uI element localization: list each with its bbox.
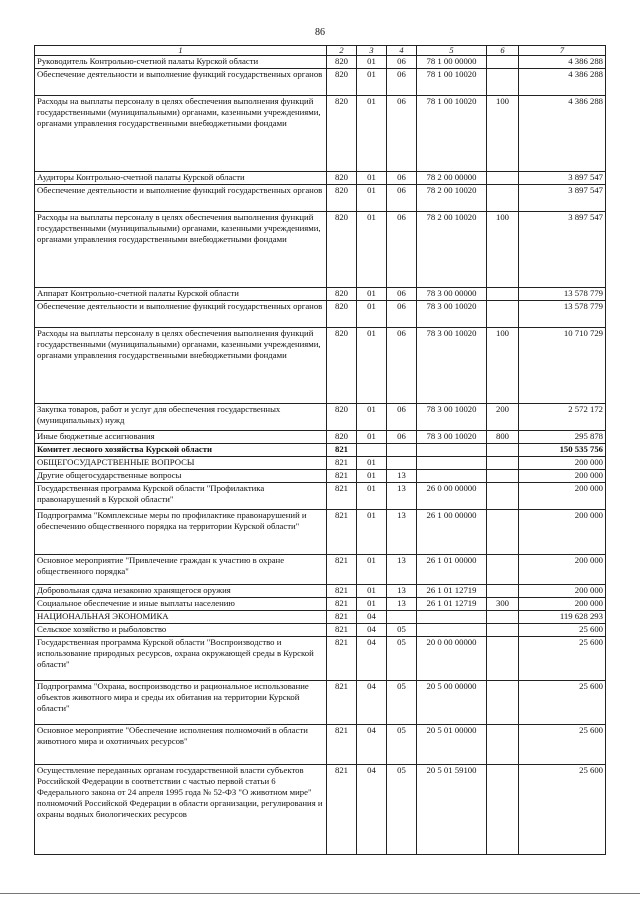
row-subsection: 05 (387, 681, 417, 725)
row-amount: 4 386 288 (519, 69, 606, 96)
row-ministry-code: 821 (327, 624, 357, 637)
row-name: Расходы на выплаты персоналу в целях обеспечения выполнения функций государственными (муниципальными) органами, казенными учреждениями, органами управления государственными внебюджетными фондами (35, 96, 327, 172)
table-row (35, 624, 606, 637)
row-ministry-code: 820 (327, 431, 357, 444)
row-target-article (417, 457, 487, 470)
table-row (35, 404, 606, 431)
row-ministry-code: 820 (327, 301, 357, 328)
row-name: Государственная программа Курской области "Воспроизводство и использование природных ресурсов, охрана окружающей среды в Курской области" (35, 637, 327, 681)
row-ministry-code: 821 (327, 681, 357, 725)
row-subsection: 06 (387, 212, 417, 288)
row-expense-type (487, 510, 519, 555)
table-row (35, 681, 606, 725)
row-section: 04 (357, 725, 387, 765)
row-target-article: 78 1 00 10020 (417, 69, 487, 96)
row-amount: 4 386 288 (519, 56, 606, 69)
row-amount: 150 535 756 (519, 444, 606, 457)
row-section: 04 (357, 765, 387, 855)
row-subsection: 06 (387, 431, 417, 444)
row-ministry-code: 821 (327, 483, 357, 510)
table-row (35, 470, 606, 483)
row-section: 01 (357, 212, 387, 288)
row-section: 01 (357, 585, 387, 598)
row-ministry-code: 821 (327, 555, 357, 585)
row-section: 04 (357, 681, 387, 725)
row-subsection: 06 (387, 185, 417, 212)
row-expense-type (487, 681, 519, 725)
row-name: Подпрограмма "Охрана, воспроизводство и рациональное использование объектов животного мира и среды их обитания на территории Курской области" (35, 681, 327, 725)
row-name: ОБЩЕГОСУДАРСТВЕННЫЕ ВОПРОСЫ (35, 457, 327, 470)
row-target-article: 20 5 01 00000 (417, 725, 487, 765)
row-ministry-code: 820 (327, 288, 357, 301)
row-amount: 25 600 (519, 624, 606, 637)
row-section: 04 (357, 624, 387, 637)
row-section: 01 (357, 328, 387, 404)
row-subsection: 13 (387, 510, 417, 555)
table-row (35, 56, 606, 69)
row-amount: 13 578 779 (519, 288, 606, 301)
row-amount: 25 600 (519, 765, 606, 855)
table-row (35, 288, 606, 301)
row-subsection: 06 (387, 96, 417, 172)
row-amount: 200 000 (519, 598, 606, 611)
row-amount: 25 600 (519, 725, 606, 765)
row-name: НАЦИОНАЛЬНАЯ ЭКОНОМИКА (35, 611, 327, 624)
row-subsection: 06 (387, 56, 417, 69)
row-subsection: 06 (387, 288, 417, 301)
row-subsection: 06 (387, 328, 417, 404)
row-ministry-code: 820 (327, 96, 357, 172)
row-expense-type: 200 (487, 404, 519, 431)
row-name: Сельское хозяйство и рыболовство (35, 624, 327, 637)
header-col-5: 5 (417, 46, 487, 56)
row-name: Закупка товаров, работ и услуг для обеспечения государственных (муниципальных) нужд (35, 404, 327, 431)
row-target-article: 78 3 00 10020 (417, 431, 487, 444)
table-row (35, 444, 606, 457)
row-ministry-code: 821 (327, 585, 357, 598)
row-name: Обеспечение деятельности и выполнение функций государственных органов (35, 301, 327, 328)
row-target-article: 20 0 00 00000 (417, 637, 487, 681)
row-subsection: 13 (387, 483, 417, 510)
row-amount: 200 000 (519, 483, 606, 510)
row-amount: 3 897 547 (519, 172, 606, 185)
header-col-1: 1 (35, 46, 327, 56)
row-target-article: 26 1 01 12719 (417, 585, 487, 598)
table-row (35, 69, 606, 96)
budget-table (34, 45, 606, 855)
row-section: 01 (357, 69, 387, 96)
table-row (35, 765, 606, 855)
row-target-article: 78 1 00 00000 (417, 56, 487, 69)
row-target-article: 20 5 01 59100 (417, 765, 487, 855)
row-subsection: 05 (387, 624, 417, 637)
row-ministry-code: 821 (327, 470, 357, 483)
row-expense-type: 800 (487, 431, 519, 444)
row-target-article: 78 3 00 00000 (417, 288, 487, 301)
row-subsection (387, 444, 417, 457)
row-expense-type (487, 555, 519, 585)
row-expense-type (487, 637, 519, 681)
row-target-article (417, 444, 487, 457)
row-ministry-code: 820 (327, 185, 357, 212)
table-row (35, 96, 606, 172)
row-name: Обеспечение деятельности и выполнение функций государственных органов (35, 69, 327, 96)
row-target-article: 78 3 00 10020 (417, 301, 487, 328)
row-name: Руководитель Контрольно-счетной палаты Курской области (35, 56, 327, 69)
row-section: 01 (357, 301, 387, 328)
row-subsection: 13 (387, 555, 417, 585)
table-row (35, 328, 606, 404)
row-amount: 200 000 (519, 510, 606, 555)
row-amount: 2 572 172 (519, 404, 606, 431)
row-section: 01 (357, 457, 387, 470)
row-expense-type (487, 288, 519, 301)
row-expense-type: 100 (487, 212, 519, 288)
table-row (35, 637, 606, 681)
row-ministry-code: 821 (327, 765, 357, 855)
table-row (35, 483, 606, 510)
header-col-4: 4 (387, 46, 417, 56)
row-name: Иные бюджетные ассигнования (35, 431, 327, 444)
row-name: Социальное обеспечение и иные выплаты населению (35, 598, 327, 611)
row-section: 04 (357, 637, 387, 681)
row-expense-type (487, 725, 519, 765)
table-row (35, 172, 606, 185)
row-expense-type (487, 56, 519, 69)
page-number: 86 (315, 27, 325, 38)
row-amount: 10 710 729 (519, 328, 606, 404)
row-subsection: 06 (387, 172, 417, 185)
row-expense-type (487, 611, 519, 624)
table-row (35, 301, 606, 328)
row-subsection: 06 (387, 69, 417, 96)
table-row (35, 457, 606, 470)
row-section: 01 (357, 404, 387, 431)
row-target-article (417, 470, 487, 483)
row-expense-type (487, 765, 519, 855)
row-name: Основное мероприятие "Обеспечение исполнения полномочий в области животного мира и охотничьих ресурсов" (35, 725, 327, 765)
row-expense-type (487, 185, 519, 212)
row-section (357, 444, 387, 457)
row-expense-type (487, 483, 519, 510)
table-row (35, 725, 606, 765)
row-subsection (387, 611, 417, 624)
row-expense-type (487, 585, 519, 598)
row-name: Комитет лесного хозяйства Курской области (35, 444, 327, 457)
row-ministry-code: 821 (327, 725, 357, 765)
table-header-row (35, 46, 606, 56)
row-target-article: 78 2 00 10020 (417, 185, 487, 212)
row-ministry-code: 820 (327, 172, 357, 185)
row-subsection: 05 (387, 637, 417, 681)
row-name: Аппарат Контрольно-счетной палаты Курской области (35, 288, 327, 301)
row-ministry-code: 821 (327, 611, 357, 624)
row-ministry-code: 820 (327, 328, 357, 404)
row-target-article: 26 1 01 00000 (417, 555, 487, 585)
row-target-article: 20 5 00 00000 (417, 681, 487, 725)
row-section: 01 (357, 598, 387, 611)
row-ministry-code: 820 (327, 69, 357, 96)
row-ministry-code: 821 (327, 598, 357, 611)
row-name: Подпрограмма "Комплексные меры по профилактике правонарушений и обеспечению общественного порядка на территории Курской области" (35, 510, 327, 555)
row-section: 01 (357, 172, 387, 185)
row-amount: 3 897 547 (519, 185, 606, 212)
row-target-article (417, 611, 487, 624)
row-subsection: 13 (387, 470, 417, 483)
row-subsection: 05 (387, 765, 417, 855)
header-col-6: 6 (487, 46, 519, 56)
row-amount: 200 000 (519, 470, 606, 483)
row-amount: 200 000 (519, 555, 606, 585)
row-target-article: 26 1 00 00000 (417, 510, 487, 555)
row-name: Обеспечение деятельности и выполнение функций государственных органов (35, 185, 327, 212)
row-expense-type (487, 69, 519, 96)
table-row (35, 431, 606, 444)
row-ministry-code: 821 (327, 510, 357, 555)
row-ministry-code: 820 (327, 56, 357, 69)
row-target-article: 26 0 00 00000 (417, 483, 487, 510)
table-row (35, 585, 606, 598)
row-expense-type: 100 (487, 96, 519, 172)
row-name: Добровольная сдача незаконно хранящегося оружия (35, 585, 327, 598)
row-section: 01 (357, 288, 387, 301)
row-section: 01 (357, 185, 387, 212)
row-name: Государственная программа Курской области "Профилактика правонарушений в Курской области" (35, 483, 327, 510)
row-name: Осуществление переданных органам государственной власти субъектов Российской Федерации в соответствии с частью первой статьи 6 Федерального закона от 24 апреля 1995 года № 52-ФЗ "О животном мире" полномочий Российской Федерации в области организации, регулирования и охраны водных биологических ресурсов (35, 765, 327, 855)
row-subsection: 06 (387, 404, 417, 431)
row-target-article (417, 624, 487, 637)
table-row (35, 598, 606, 611)
row-amount: 3 897 547 (519, 212, 606, 288)
row-section: 01 (357, 510, 387, 555)
row-target-article: 78 3 00 10020 (417, 404, 487, 431)
row-name: Расходы на выплаты персоналу в целях обеспечения выполнения функций государственными (муниципальными) органами, казенными учреждениями, органами управления государственными внебюджетными фондами (35, 212, 327, 288)
row-expense-type (487, 172, 519, 185)
table-row (35, 611, 606, 624)
row-target-article: 78 2 00 00000 (417, 172, 487, 185)
row-ministry-code: 821 (327, 444, 357, 457)
row-section: 01 (357, 555, 387, 585)
table-row (35, 185, 606, 212)
row-expense-type (487, 444, 519, 457)
row-target-article: 78 3 00 10020 (417, 328, 487, 404)
row-section: 01 (357, 96, 387, 172)
header-col-2: 2 (327, 46, 357, 56)
row-expense-type (487, 470, 519, 483)
row-ministry-code: 821 (327, 637, 357, 681)
row-amount: 200 000 (519, 457, 606, 470)
header-col-7: 7 (519, 46, 606, 56)
row-target-article: 26 1 01 12719 (417, 598, 487, 611)
row-expense-type (487, 624, 519, 637)
row-subsection: 13 (387, 598, 417, 611)
row-section: 01 (357, 470, 387, 483)
row-subsection: 06 (387, 301, 417, 328)
row-amount: 4 386 288 (519, 96, 606, 172)
row-target-article: 78 2 00 10020 (417, 212, 487, 288)
table-row (35, 510, 606, 555)
row-target-article: 78 1 00 10020 (417, 96, 487, 172)
row-section: 01 (357, 431, 387, 444)
row-name: Расходы на выплаты персоналу в целях обеспечения выполнения функций государственными (муниципальными) органами, казенными учреждениями, органами управления государственными внебюджетными фондами (35, 328, 327, 404)
table-row (35, 212, 606, 288)
row-expense-type (487, 457, 519, 470)
row-expense-type: 100 (487, 328, 519, 404)
row-ministry-code: 821 (327, 457, 357, 470)
row-section: 01 (357, 483, 387, 510)
bottom-divider (0, 893, 640, 894)
row-section: 01 (357, 56, 387, 69)
table-row (35, 555, 606, 585)
row-name: Другие общегосударственные вопросы (35, 470, 327, 483)
row-subsection: 05 (387, 725, 417, 765)
row-amount: 119 628 293 (519, 611, 606, 624)
row-ministry-code: 820 (327, 404, 357, 431)
row-amount: 25 600 (519, 681, 606, 725)
row-expense-type (487, 301, 519, 328)
row-section: 04 (357, 611, 387, 624)
row-name: Аудиторы Контрольно-счетной палаты Курской области (35, 172, 327, 185)
row-name: Основное мероприятие "Привлечение граждан к участию в охране общественного порядка" (35, 555, 327, 585)
row-subsection: 13 (387, 585, 417, 598)
row-amount: 13 578 779 (519, 301, 606, 328)
header-col-3: 3 (357, 46, 387, 56)
row-amount: 295 878 (519, 431, 606, 444)
row-amount: 25 600 (519, 637, 606, 681)
row-amount: 200 000 (519, 585, 606, 598)
row-expense-type: 300 (487, 598, 519, 611)
row-subsection (387, 457, 417, 470)
row-ministry-code: 820 (327, 212, 357, 288)
